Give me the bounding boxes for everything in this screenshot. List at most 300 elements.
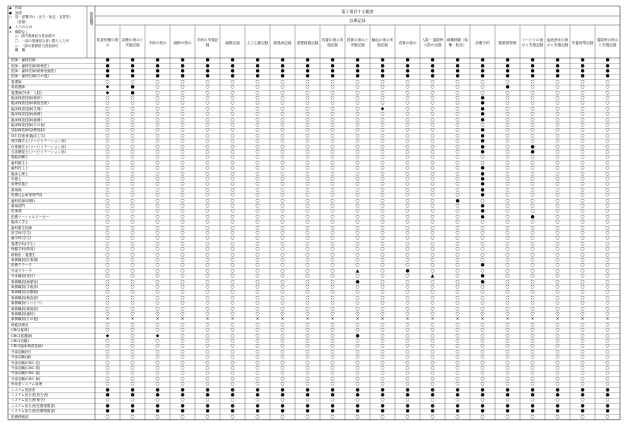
permission-cell: × (330, 317, 335, 323)
permission-cell: ○ (455, 220, 460, 226)
permission-cell: ○ (605, 295, 610, 301)
permission-cell: ● (180, 387, 185, 393)
permission-cell: ○ (530, 117, 535, 123)
permission-cell: ○ (305, 268, 310, 274)
permission-cell: ○ (305, 376, 310, 382)
permission-cell: ○ (380, 301, 385, 307)
permission-cell: ○ (255, 252, 260, 258)
permission-cell: ○ (355, 139, 360, 145)
permission-cell: ○ (555, 247, 560, 253)
permission-cell: ● (480, 63, 485, 69)
permission-cell: ○ (280, 209, 285, 215)
permission-cell: ○ (155, 306, 160, 312)
permission-cell: ○ (180, 220, 185, 226)
column-header: 輸血の指示実施記録 (371, 38, 394, 47)
permission-cell: ● (280, 74, 285, 80)
permission-cell: ○ (130, 301, 135, 307)
permission-cell: ○ (155, 193, 160, 199)
permission-cell: ○ (180, 258, 185, 263)
permission-cell: ○ (330, 268, 335, 274)
permission-cell: ● (505, 393, 510, 398)
permission-cell: ○ (305, 204, 310, 209)
permission-cell: ● (180, 63, 185, 69)
permission-cell: ○ (105, 171, 110, 177)
permission-cell: ○ (130, 112, 135, 118)
permission-cell: ○ (505, 247, 510, 253)
permission-cell: ○ (405, 398, 410, 404)
permission-cell: ○ (505, 214, 510, 220)
permission-cell: ○ (105, 231, 110, 236)
row-label: 臨床検査技師(細菌) (11, 117, 42, 122)
permission-cell: × (555, 317, 560, 323)
permission-cell: ○ (130, 198, 135, 204)
permission-cell: ○ (230, 268, 235, 274)
permission-cell: ○ (255, 150, 260, 155)
permission-cell: ○ (530, 285, 535, 290)
permission-cell: ○ (180, 355, 185, 361)
permission-cell: ○ (605, 209, 610, 215)
permission-cell: ○ (480, 366, 485, 371)
permission-cell: ○ (330, 398, 335, 404)
permission-cell: ○ (505, 344, 510, 350)
permission-cell: ○ (455, 252, 460, 258)
permission-cell: ○ (205, 182, 210, 188)
permission-cell: ○ (530, 322, 535, 328)
permission-cell: ○ (130, 252, 135, 258)
permission-cell: ● (255, 69, 260, 74)
permission-cell: ○ (305, 263, 310, 269)
permission-cell: ○ (405, 339, 410, 344)
permission-cell: ● (405, 268, 410, 274)
permission-cell: ○ (480, 344, 485, 350)
permission-cell: ○ (380, 155, 385, 161)
permission-cell: ○ (205, 139, 210, 145)
permission-cell: ○ (155, 312, 160, 317)
permission-cell: ○ (430, 252, 435, 258)
permission-cell: ○ (555, 106, 560, 112)
permission-cell: ○ (330, 101, 335, 107)
permission-cell: ○ (455, 123, 460, 128)
permission-cell: ○ (230, 279, 235, 285)
permission-cell: ○ (205, 198, 210, 204)
permission-cell: ○ (355, 160, 360, 166)
column-header: 診療の指示と実施記録 (121, 38, 144, 47)
permission-cell: ○ (530, 274, 535, 280)
permission-cell: ○ (455, 225, 460, 231)
permission-cell: ○ (180, 117, 185, 123)
permission-cell: ○ (155, 285, 160, 290)
permission-cell: ○ (330, 371, 335, 377)
permission-cell: ○ (555, 290, 560, 296)
permission-cell: ● (555, 63, 560, 69)
legend-text: 権限なし (15, 29, 29, 34)
permission-cell: ○ (255, 306, 260, 312)
permission-cell: ● (580, 63, 585, 69)
permission-cell: ○ (605, 214, 610, 220)
row-label: 医事課 (11, 209, 22, 214)
permission-cell: ○ (355, 155, 360, 161)
permission-cell: ○ (505, 414, 510, 420)
permission-cell: ● (105, 409, 110, 415)
permission-cell: ○ (230, 236, 235, 242)
permission-cell: ○ (430, 155, 435, 161)
permission-cell: ○ (105, 268, 110, 274)
permission-cell: ○ (355, 214, 360, 220)
legend-text: 作成 (15, 6, 22, 10)
permission-cell: ○ (155, 133, 160, 139)
permission-cell: ○ (605, 85, 610, 91)
permission-cell: ○ (555, 398, 560, 404)
permission-cell: ○ (205, 144, 210, 150)
permission-cell: ○ (380, 117, 385, 123)
permission-cell: ○ (255, 279, 260, 285)
permission-cell: ○ (105, 295, 110, 301)
column-header: 診療予約 (475, 40, 490, 45)
permission-cell: ○ (155, 247, 160, 253)
permission-cell: ● (530, 69, 535, 74)
permission-cell: ○ (280, 252, 285, 258)
permission-cell: ○ (355, 376, 360, 382)
permission-cell: ○ (355, 96, 360, 101)
legend-symbol: ● (9, 10, 12, 15)
permission-cell: ○ (530, 328, 535, 334)
permission-cell: ○ (580, 290, 585, 296)
permission-cell: ● (180, 403, 185, 409)
permission-cell: ○ (180, 123, 185, 128)
permission-cell: ○ (455, 344, 460, 350)
permission-cell: ○ (430, 123, 435, 128)
permission-cell: ○ (180, 193, 185, 199)
permission-cell: ○ (530, 90, 535, 96)
permission-cell: ○ (580, 333, 585, 339)
permission-cell: ○ (155, 144, 160, 150)
permission-cell: ○ (530, 231, 535, 236)
permission-cell: ○ (255, 360, 260, 366)
permission-cell: ○ (530, 290, 535, 296)
permission-cell: ○ (255, 322, 260, 328)
permission-cell: ○ (555, 96, 560, 101)
permission-cell: ○ (230, 414, 235, 420)
permission-cell: ● (480, 128, 485, 134)
permission-cell: ● (480, 69, 485, 74)
permission-cell: ○ (580, 301, 585, 307)
permission-cell: ○ (430, 333, 435, 339)
row-label: 保健診療室 (11, 322, 29, 327)
permission-cell: ○ (580, 274, 585, 280)
permission-cell: ○ (430, 312, 435, 317)
permission-cell: ○ (105, 182, 110, 188)
permission-cell: ○ (580, 285, 585, 290)
permission-cell: ○ (605, 398, 610, 404)
permission-cell: ○ (430, 258, 435, 263)
row-label: 研修医・看護生 (11, 252, 36, 257)
column-header: 麻酔の指示 (173, 40, 192, 45)
permission-cell: ○ (530, 79, 535, 85)
row-label: 事務職員(手術部) (11, 285, 39, 289)
permission-cell: ○ (180, 349, 185, 355)
permission-cell: ○ (530, 193, 535, 199)
permission-cell: ○ (255, 312, 260, 317)
permission-cell: ○ (405, 155, 410, 161)
permission-cell: ○ (180, 204, 185, 209)
permission-cell: ● (230, 58, 235, 64)
permission-cell: ○ (180, 398, 185, 404)
permission-cell: ○ (230, 301, 235, 307)
permission-cell: ○ (355, 204, 360, 209)
permission-cell: ○ (380, 160, 385, 166)
column-header: 退院時の指示と実施記録 (596, 38, 619, 47)
permission-cell: ○ (605, 285, 610, 290)
permission-cell: ○ (380, 360, 385, 366)
permission-cell: ○ (380, 290, 385, 296)
permission-cell: ● (380, 58, 385, 64)
row-label: 医療クラーク (11, 263, 32, 268)
permission-cell: ● (430, 387, 435, 393)
permission-cell: ○ (230, 177, 235, 182)
permission-cell: ○ (305, 139, 310, 145)
permission-cell: ○ (105, 144, 110, 150)
permission-cell: ○ (605, 193, 610, 199)
permission-cell: ○ (330, 366, 335, 371)
permission-cell: ● (530, 387, 535, 393)
permission-cell: ○ (405, 204, 410, 209)
row-label: 管理栄養士 (11, 182, 29, 187)
permission-cell: ○ (180, 312, 185, 317)
permission-cell: ○ (330, 274, 335, 280)
permission-cell: ○ (555, 258, 560, 263)
permission-cell: ○ (455, 85, 460, 91)
permission-cell: ○ (255, 290, 260, 296)
permission-cell: ○ (180, 322, 185, 328)
permission-cell: ○ (255, 117, 260, 123)
permission-cell: ○ (130, 295, 135, 301)
permission-cell: ○ (130, 96, 135, 101)
permission-cell: ○ (530, 182, 535, 188)
row-label: 外部治験(歯) (11, 355, 32, 360)
permission-cell: ○ (480, 231, 485, 236)
row-label: 事務職員(薬剤部) (11, 306, 39, 311)
permission-cell: ○ (505, 263, 510, 269)
permission-cell: ● (380, 387, 385, 393)
permission-cell: ○ (455, 117, 460, 123)
permission-cell: ○ (230, 339, 235, 344)
permission-cell: ○ (280, 225, 285, 231)
row-label: ＭＥ技術者(臨床工学) (11, 133, 46, 138)
permission-cell: ○ (305, 274, 310, 280)
row-label: システム担当者(担当者) (11, 393, 49, 397)
permission-cell: ○ (530, 355, 535, 361)
permission-cell: ○ (230, 117, 235, 123)
permission-cell: ○ (305, 85, 310, 91)
permission-cell: ○ (505, 322, 510, 328)
permission-cell: ○ (355, 101, 360, 107)
permission-cell: ○ (180, 295, 185, 301)
permission-cell: ○ (330, 301, 335, 307)
permission-cell: ○ (455, 376, 460, 382)
permission-cell: ○ (380, 177, 385, 182)
permission-cell: ○ (280, 236, 285, 242)
permission-cell: ○ (105, 204, 110, 209)
permission-cell: ○ (455, 231, 460, 236)
permission-cell: ○ (205, 128, 210, 134)
permission-cell: ● (480, 177, 485, 182)
permission-cell: ○ (530, 252, 535, 258)
permission-cell: ○ (405, 274, 410, 280)
permission-cell: ○ (305, 166, 310, 172)
permission-cell: × (230, 317, 235, 323)
permission-cell: ○ (430, 268, 435, 274)
permission-cell: ● (580, 69, 585, 74)
permission-cell: ○ (205, 160, 210, 166)
permission-cell: ○ (205, 220, 210, 226)
permission-cell: ○ (380, 128, 385, 134)
permission-cell: ○ (305, 398, 310, 404)
permission-cell: ○ (105, 355, 110, 361)
permission-cell: ○ (405, 214, 410, 220)
permission-cell: ○ (555, 166, 560, 172)
permission-cell: ○ (105, 187, 110, 193)
permission-cell: ○ (280, 344, 285, 350)
permission-cell: ○ (605, 150, 610, 155)
permission-cell: ○ (105, 117, 110, 123)
permission-cell: ○ (455, 171, 460, 177)
permission-cell: ○ (405, 85, 410, 91)
permission-cell: ● (580, 387, 585, 393)
permission-cell: ○ (105, 247, 110, 253)
permission-cell: ● (430, 409, 435, 415)
permission-cell: ○ (430, 236, 435, 242)
permission-cell: ○ (305, 106, 310, 112)
permission-cell: ○ (330, 263, 335, 269)
permission-cell: ● (305, 69, 310, 74)
permission-cell: ○ (405, 301, 410, 307)
row-label: 薬剤部門 (11, 204, 25, 208)
permission-cell: ○ (230, 112, 235, 118)
permission-cell: ○ (505, 139, 510, 145)
permission-cell: ○ (305, 339, 310, 344)
permission-cell: ○ (330, 225, 335, 231)
permission-cell: ○ (280, 96, 285, 101)
permission-cell: ○ (555, 101, 560, 107)
permission-cell: ○ (205, 193, 210, 199)
permission-cell: ○ (355, 220, 360, 226)
permission-cell: ○ (205, 274, 210, 280)
permission-cell: ○ (530, 139, 535, 145)
permission-cell: ○ (605, 204, 610, 209)
permission-cell: ○ (605, 247, 610, 253)
permission-cell: ○ (480, 306, 485, 312)
row-label: 歯科衛生技師 (11, 225, 32, 230)
permission-cell: ○ (605, 263, 610, 269)
permission-cell: ● (105, 63, 110, 69)
row-label: 歯科技工士 (11, 166, 29, 171)
permission-cell: ○ (130, 236, 135, 242)
permission-cell: ○ (355, 366, 360, 371)
permission-cell: ○ (505, 371, 510, 377)
permission-cell: ○ (155, 371, 160, 377)
permission-cell: ○ (380, 79, 385, 85)
permission-cell: ○ (280, 160, 285, 166)
permission-cell: ○ (255, 328, 260, 334)
permission-cell: ○ (580, 101, 585, 107)
permission-cell: ○ (380, 198, 385, 204)
permission-cell: ○ (205, 263, 210, 269)
permission-cell: ● (280, 387, 285, 393)
permission-cell: ● (455, 58, 460, 64)
permission-cell: ○ (330, 279, 335, 285)
permission-cell: ● (555, 393, 560, 398)
permission-cell: ● (330, 387, 335, 393)
permission-cell: ○ (580, 90, 585, 96)
permission-cell: ○ (430, 139, 435, 145)
permission-cell: ○ (255, 366, 260, 371)
permission-cell: ○ (205, 328, 210, 334)
permission-cell: ○ (105, 79, 110, 85)
column-header: 手術の実施記録 (196, 38, 219, 47)
permission-cell: ○ (455, 295, 460, 301)
permission-cell: ● (530, 63, 535, 69)
permission-cell: ○ (180, 252, 185, 258)
permission-cell: ○ (555, 295, 560, 301)
permission-cell: ○ (580, 150, 585, 155)
permission-cell: ● (130, 58, 135, 64)
permission-cell: ○ (130, 182, 135, 188)
permission-cell: ○ (205, 366, 210, 371)
permission-cell: ○ (405, 306, 410, 312)
permission-cell: ○ (380, 344, 385, 350)
permission-cell: × (430, 317, 435, 323)
permission-cell: ○ (455, 101, 460, 107)
permission-cell: ○ (505, 79, 510, 85)
permission-cell: ● (530, 403, 535, 409)
permission-cell: ○ (530, 85, 535, 91)
permission-cell: ○ (430, 150, 435, 155)
permission-cell: ○ (155, 139, 160, 145)
permission-cell: ○ (155, 90, 160, 96)
permission-cell: ○ (355, 414, 360, 420)
permission-cell: ○ (355, 312, 360, 317)
permission-cell: ○ (280, 355, 285, 361)
permission-cell: ○ (155, 241, 160, 247)
row-label: 事務職員(その他) (11, 317, 39, 322)
permission-cell: ○ (205, 247, 210, 253)
permission-cell: ○ (480, 160, 485, 166)
permission-cell: ○ (180, 155, 185, 161)
permission-cell: ● (255, 74, 260, 80)
row-label: 薬剤師 (11, 187, 22, 192)
permission-cell: ○ (555, 112, 560, 118)
permission-cell: ○ (255, 166, 260, 172)
permission-cell: ○ (280, 376, 285, 382)
permission-cell: ● (405, 69, 410, 74)
permission-cell: ○ (355, 166, 360, 172)
row-label: 作業療法士(リハビリテーション部) (11, 144, 66, 149)
permission-cell: ○ (280, 85, 285, 91)
permission-cell: ○ (230, 328, 235, 334)
permission-cell: ○ (505, 171, 510, 177)
permission-cell: ○ (255, 144, 260, 150)
permission-cell: ○ (305, 117, 310, 123)
permission-cell: ○ (180, 101, 185, 107)
row-label: 事務職員(医事課) (11, 258, 39, 262)
permission-cell: ○ (480, 301, 485, 307)
permission-cell: ● (580, 393, 585, 398)
permission-cell: ○ (155, 155, 160, 161)
permission-cell: ○ (580, 96, 585, 101)
row-label: 看護師(外来・入院) (11, 90, 42, 95)
permission-cell: ○ (205, 236, 210, 242)
row-label: 医学科(学生) (11, 231, 32, 235)
